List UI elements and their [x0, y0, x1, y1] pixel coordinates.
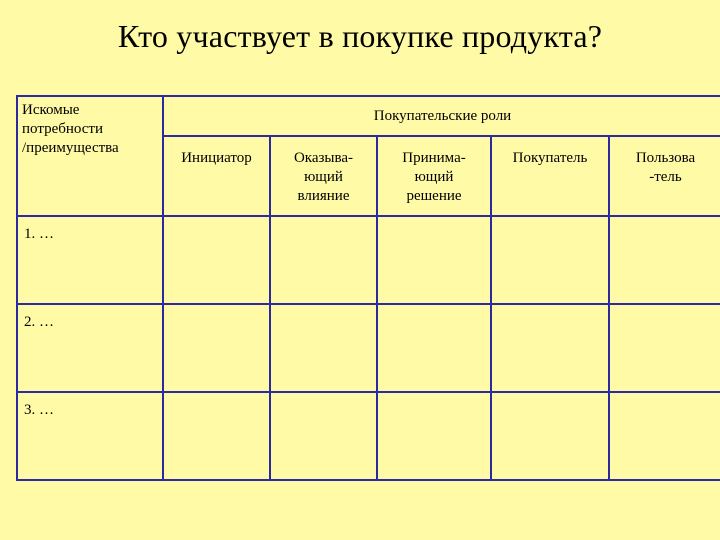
role-header-initiator: [163, 136, 270, 216]
row-label: 2. …: [17, 304, 163, 392]
role-header-buyer: [491, 136, 609, 216]
table-cell: [491, 216, 609, 304]
table-cell: [491, 304, 609, 392]
role-header-line: Пользова: [635, 150, 696, 166]
role-header-line: Оказыва-: [293, 150, 354, 166]
needs-header-line: /преимущества: [22, 139, 119, 156]
table-cell: [270, 304, 377, 392]
table-row: [17, 216, 720, 304]
role-header-line: решение: [406, 187, 462, 204]
table-row: [17, 392, 720, 480]
table-cell: [609, 392, 720, 480]
row-label: 3. …: [17, 392, 163, 480]
role-header-line: влияние: [297, 187, 350, 204]
role-header-influencer: [270, 136, 377, 216]
table-cell: [609, 304, 720, 392]
table-cell: [377, 216, 491, 304]
table-cell: [163, 392, 270, 480]
table-cell: [270, 216, 377, 304]
table-cell: [377, 392, 491, 480]
role-header-user: [609, 136, 720, 216]
buying-roles-table: [16, 95, 720, 481]
role-header-decider: [377, 136, 491, 216]
table-cell: [163, 304, 270, 392]
role-header-line: -тель: [649, 168, 682, 185]
table-cell: [163, 216, 270, 304]
needs-header-line: Искомые: [22, 102, 80, 118]
needs-header-line: потребности: [22, 120, 103, 137]
table-cell: [377, 304, 491, 392]
role-header-line: Инициатор: [181, 150, 252, 166]
role-header-line: Покупатель: [512, 150, 588, 166]
role-header-line: Принима-: [402, 150, 466, 166]
table-cell: [491, 392, 609, 480]
row-label: 1. …: [17, 216, 163, 304]
table-cell: [270, 392, 377, 480]
buying-roles-header: Покупательские роли: [163, 96, 720, 136]
slide-title: Кто участвует в покупке продукта?: [117, 18, 603, 54]
role-header-line: ющий: [414, 168, 454, 185]
needs-header-cell: [17, 96, 163, 216]
role-header-line: ющий: [304, 168, 343, 185]
table-cell: [609, 216, 720, 304]
table-row: [17, 304, 720, 392]
